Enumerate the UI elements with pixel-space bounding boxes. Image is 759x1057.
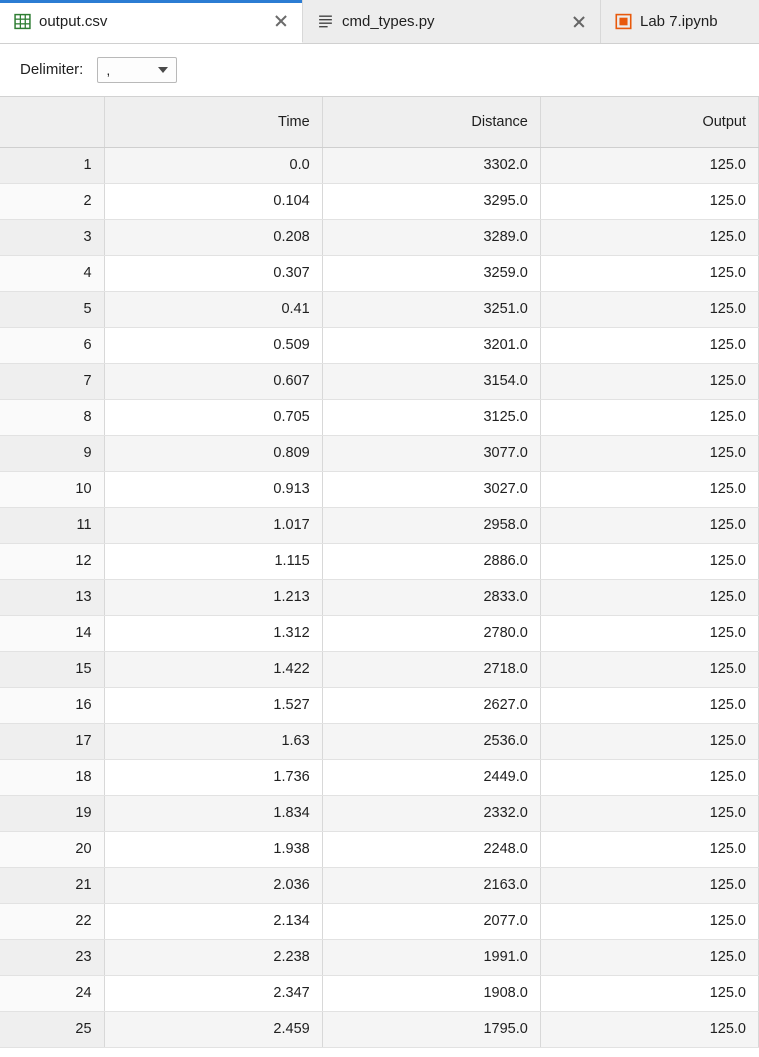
tab-output-csv[interactable] (0, 0, 303, 43)
cell-distance[interactable]: 1908.0 (322, 975, 540, 1011)
notebook-icon (615, 13, 632, 30)
cell-time[interactable]: 0.809 (104, 435, 322, 471)
table-row[interactable] (0, 183, 759, 219)
cell-distance[interactable]: 1991.0 (322, 939, 540, 975)
cell-time[interactable]: 1.834 (104, 795, 322, 831)
table-row[interactable] (0, 255, 759, 291)
row-index-cell: 24 (0, 975, 104, 1011)
row-index-cell: 3 (0, 219, 104, 255)
table-row[interactable] (0, 687, 759, 723)
cell-time[interactable]: 0.705 (104, 399, 322, 435)
row-index-cell: 14 (0, 615, 104, 651)
cell-output[interactable]: 125.0 (540, 363, 758, 399)
header-row (0, 97, 759, 147)
cell-distance[interactable]: 2627.0 (322, 687, 540, 723)
column-header-distance[interactable]: Distance (322, 97, 540, 147)
cell-distance[interactable]: 2718.0 (322, 651, 540, 687)
cell-distance[interactable]: 2886.0 (322, 543, 540, 579)
table-row[interactable] (0, 1011, 759, 1047)
cell-distance[interactable]: 2958.0 (322, 507, 540, 543)
cell-distance[interactable]: 2449.0 (322, 759, 540, 795)
cell-time[interactable]: 0.41 (104, 291, 322, 327)
row-index-cell: 12 (0, 543, 104, 579)
cell-output[interactable]: 125.0 (540, 759, 758, 795)
cell-output[interactable]: 125.0 (540, 183, 758, 219)
table-row[interactable] (0, 147, 759, 183)
cell-distance[interactable]: 2833.0 (322, 579, 540, 615)
cell-time[interactable]: 2.238 (104, 939, 322, 975)
column-header-time[interactable]: Time (104, 97, 322, 147)
cell-output[interactable]: 125.0 (540, 291, 758, 327)
table-row[interactable] (0, 723, 759, 759)
cell-time[interactable]: 0.607 (104, 363, 322, 399)
csv-table (0, 97, 759, 1048)
delimiter-label: Delimiter: (20, 61, 84, 78)
row-index-cell: 4 (0, 255, 104, 291)
csv-table-viewport[interactable] (0, 96, 759, 1057)
delimiter-select[interactable] (97, 57, 177, 83)
row-index-cell: 8 (0, 399, 104, 435)
row-index-cell: 9 (0, 435, 104, 471)
row-index-cell: 16 (0, 687, 104, 723)
table-row[interactable] (0, 291, 759, 327)
close-icon[interactable] (570, 13, 588, 31)
cell-time[interactable]: 1.422 (104, 651, 322, 687)
row-index-cell: 7 (0, 363, 104, 399)
cell-output[interactable]: 125.0 (540, 867, 758, 903)
cell-distance[interactable]: 2332.0 (322, 795, 540, 831)
cell-distance[interactable]: 3077.0 (322, 435, 540, 471)
table-row[interactable] (0, 363, 759, 399)
table-row[interactable] (0, 615, 759, 651)
close-icon[interactable] (272, 12, 290, 30)
cell-output[interactable]: 125.0 (540, 903, 758, 939)
table-row[interactable] (0, 759, 759, 795)
table-row[interactable] (0, 831, 759, 867)
cell-distance[interactable]: 3259.0 (322, 255, 540, 291)
row-index-cell: 17 (0, 723, 104, 759)
table-row[interactable] (0, 327, 759, 363)
tab-bar (0, 0, 759, 44)
cell-distance[interactable]: 2248.0 (322, 831, 540, 867)
table-row[interactable] (0, 579, 759, 615)
table-row[interactable] (0, 219, 759, 255)
column-header-index[interactable] (0, 97, 104, 147)
row-index-cell: 20 (0, 831, 104, 867)
table-row[interactable] (0, 399, 759, 435)
row-index-cell: 18 (0, 759, 104, 795)
table-row[interactable] (0, 903, 759, 939)
table-body (0, 147, 759, 1047)
cell-output[interactable]: 125.0 (540, 507, 758, 543)
table-row[interactable] (0, 867, 759, 903)
cell-output[interactable]: 125.0 (540, 399, 758, 435)
cell-output[interactable]: 125.0 (540, 651, 758, 687)
tab-label: cmd_types.py (342, 13, 435, 30)
table-row[interactable] (0, 435, 759, 471)
cell-output[interactable]: 125.0 (540, 219, 758, 255)
tab-lab-7-ipynb[interactable] (601, 0, 759, 43)
csv-toolbar (0, 44, 759, 96)
cell-output[interactable]: 125.0 (540, 615, 758, 651)
cell-distance[interactable]: 3154.0 (322, 363, 540, 399)
row-index-cell: 10 (0, 471, 104, 507)
cell-distance[interactable]: 3251.0 (322, 291, 540, 327)
row-index-cell: 23 (0, 939, 104, 975)
cell-time[interactable]: 0.307 (104, 255, 322, 291)
delimiter-value: , (106, 61, 111, 78)
cell-distance[interactable]: 3289.0 (322, 219, 540, 255)
table-row[interactable] (0, 471, 759, 507)
column-header-output[interactable]: Output (540, 97, 758, 147)
cell-distance[interactable]: 2536.0 (322, 723, 540, 759)
tab-label: Lab 7.ipynb (640, 13, 718, 30)
cell-output[interactable]: 125.0 (540, 975, 758, 1011)
cell-output[interactable]: 125.0 (540, 831, 758, 867)
cell-distance[interactable]: 3027.0 (322, 471, 540, 507)
text-lines-icon (317, 13, 334, 30)
cell-time[interactable]: 1.312 (104, 615, 322, 651)
cell-time[interactable]: 1.213 (104, 579, 322, 615)
table-row[interactable] (0, 795, 759, 831)
cell-output[interactable]: 125.0 (540, 543, 758, 579)
row-index-cell: 25 (0, 1011, 104, 1047)
cell-time[interactable]: 0.0 (104, 147, 322, 183)
cell-time[interactable]: 2.459 (104, 1011, 322, 1047)
cell-output[interactable]: 125.0 (540, 147, 758, 183)
table-grid-icon (14, 13, 31, 30)
cell-distance[interactable]: 3302.0 (322, 147, 540, 183)
cell-time[interactable]: 1.938 (104, 831, 322, 867)
cell-output[interactable]: 125.0 (540, 939, 758, 975)
cell-time[interactable]: 1.527 (104, 687, 322, 723)
cell-distance[interactable]: 2780.0 (322, 615, 540, 651)
cell-distance[interactable]: 2163.0 (322, 867, 540, 903)
row-index-cell: 11 (0, 507, 104, 543)
cell-output[interactable]: 125.0 (540, 327, 758, 363)
row-index-cell: 5 (0, 291, 104, 327)
cell-time[interactable]: 0.104 (104, 183, 322, 219)
cell-time[interactable]: 0.509 (104, 327, 322, 363)
row-index-cell: 6 (0, 327, 104, 363)
cell-time[interactable]: 2.134 (104, 903, 322, 939)
cell-time[interactable]: 1.115 (104, 543, 322, 579)
cell-time[interactable]: 1.017 (104, 507, 322, 543)
row-index-cell: 21 (0, 867, 104, 903)
cell-output[interactable]: 125.0 (540, 435, 758, 471)
cell-time[interactable]: 0.913 (104, 471, 322, 507)
cell-distance[interactable]: 1795.0 (322, 1011, 540, 1047)
row-index-cell: 15 (0, 651, 104, 687)
cell-time[interactable]: 1.736 (104, 759, 322, 795)
row-index-cell: 22 (0, 903, 104, 939)
table-row[interactable] (0, 651, 759, 687)
table-row[interactable] (0, 975, 759, 1011)
cell-output[interactable]: 125.0 (540, 687, 758, 723)
row-index-cell: 13 (0, 579, 104, 615)
tab-cmd-types-py[interactable] (303, 0, 601, 43)
cell-output[interactable]: 125.0 (540, 579, 758, 615)
cell-output[interactable]: 125.0 (540, 1011, 758, 1047)
cell-output[interactable]: 125.0 (540, 471, 758, 507)
cell-distance[interactable]: 3125.0 (322, 399, 540, 435)
cell-distance[interactable]: 2077.0 (322, 903, 540, 939)
table-row[interactable] (0, 543, 759, 579)
cell-time[interactable]: 1.63 (104, 723, 322, 759)
cell-time[interactable]: 0.208 (104, 219, 322, 255)
tab-label: output.csv (39, 12, 108, 30)
cell-time[interactable]: 2.036 (104, 867, 322, 903)
row-index-cell: 19 (0, 795, 104, 831)
cell-output[interactable]: 125.0 (540, 255, 758, 291)
cell-time[interactable]: 2.347 (104, 975, 322, 1011)
chevron-down-icon (158, 67, 168, 73)
cell-output[interactable]: 125.0 (540, 795, 758, 831)
row-index-cell: 2 (0, 183, 104, 219)
table-row[interactable] (0, 507, 759, 543)
table-row[interactable] (0, 939, 759, 975)
cell-distance[interactable]: 3295.0 (322, 183, 540, 219)
table-header (0, 97, 759, 147)
row-index-cell: 1 (0, 147, 104, 183)
cell-output[interactable]: 125.0 (540, 723, 758, 759)
cell-distance[interactable]: 3201.0 (322, 327, 540, 363)
